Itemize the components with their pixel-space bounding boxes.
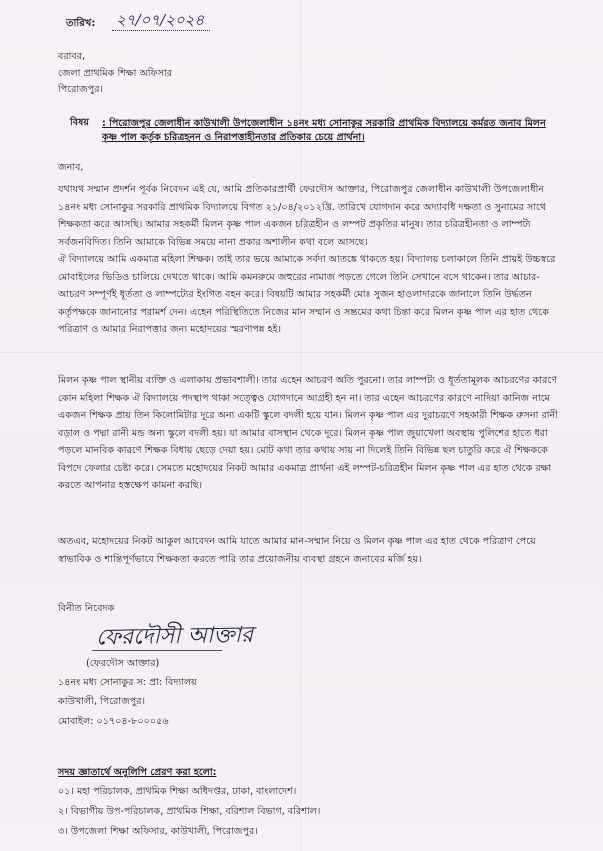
cc-title: সদয় জ্ঞাতার্থে অনুলিপি প্রেরণ করা হলো: (58, 767, 217, 778)
handwritten-signature: ফেরদৌসী আক্তার (95, 622, 254, 651)
body-paragraph-2: ঐ বিদ্যালয়ে আমি একমাত্র মহিলা শিক্ষক। তাই তার ভয়ে আমাকে সর্বদা আতঙ্কে থাকতে হয়। বিদ্যালয় চলাকালে তিনি প্রায়ই উচ্চস্বরে মোবাইলের ভিডিও চালিয়ে দেখতে থাকে। আমি কমনরুমে জহুরের নামাজ পড়তে গেলে তিনি সেখানে বসে থাকেন। তার আচার-আচরণ সম্পূর্ণই ধূর্ততা ও লাম্পট্যের ইংগিত বহন করে। বিষয়টি আমার সহকর্মী মোঃ সুজন হাওলাদারকে জানালে তিনি উর্দ্ধতন কর্তৃপক্ষকে জানানোর পরামর্শ দেন। এহেন পরিস্থিতিতে নিজের মান সম্মান ও সম্ভ্রমের কথা চিন্তা করে মিলন কৃষ্ণ পাল এর হাত থেকে পরিত্রাণ ও আমার নিরাপত্তার জন্য মহোদয়ের স্মরণাপন্ন হই। (58, 254, 556, 335)
body-paragraph-1: যথাযথ সম্মান প্রদর্শন পূর্বক নিবেদন এই যে, আমি প্রতিকারপ্রার্থী ফেরদৌস আক্তার, পিরোজপুর জেলাধীন কাউখালী উপজেলাধীন ১৪নং মধ্য সোনাকুর সরকারি প্রাথমিক বিদ্যালয়ে বিগত ২১/০৪/২০১২খ্রি. তারিখে যোগদান করে অদ্যাবধি দক্ষতা ও সুনামের সাথে শিক্ষকতা করে আসছি। আমার সহকর্মী মিলন কৃষ্ণ পাল একজন চরিত্রহীন ও লম্পট প্রকৃতির মানুষ। তার চরিত্রহীনতা ও লাম্পট্য সর্বজনবিদিত। তিনি আমাকে বিভিন্ন সময়ে নানা প্রকার অশালীন কথা বলে আসছে। (58, 184, 547, 248)
cc-item: ২। বিভাগীয় উপ-পরিচালক, প্রাথমিক শিক্ষা, বরিশাল বিভাগ, বরিশাল। (58, 806, 321, 817)
subject-label: বিষয় (70, 117, 90, 128)
cc-item: ০১। মহা পরিচালক, প্রাথমিক শিক্ষা অধিদপ্তর, ঢাকা, বাংলাদেশ। (58, 786, 297, 797)
signatory-name: (ফেরদৌস আক্তার) (86, 658, 160, 669)
signatory-address: কাউখালী, পিরোজপুর। (58, 696, 146, 707)
subject-text: : পিরোজপুর জেলাধীন কাউখালী উপজেলাধীন ১৪নং মধ্য সোনাকুর সরকারি প্রাথমিক বিদ্যালয়ে কর্মরত জনাব মিলন কৃষ্ণ পাল কর্তৃক চরিত্রহনন ও নিরাপত্তাহীনতার প্রতিকার চেয়ে প্রার্থনা। (102, 118, 546, 143)
paper-fold-line (0, 352, 603, 353)
salutation: জনাব, (58, 162, 84, 173)
date-label: তারিখ: (66, 18, 96, 29)
date-value: ২৭/০৭/২০২৪ (112, 11, 210, 31)
body-paragraph-4: অতএব, মহোদয়ের নিকট আকুল আবেদন আমি যাতে আমার মান-সম্মান নিয়ে ও মিলন কৃষ্ণ পাল এর হাত থেকে পরিত্রাণ পেয়ে স্বাভাবিক ও শান্তিপূর্ণভাবে শিক্ষকতা করতে পারি তার প্রয়োজনীয় ব্যবস্থা গ্রহনে জনাবের মর্জি হয়। (58, 536, 536, 565)
recipient-to: বরাবর, (58, 51, 86, 62)
recipient-designation: জেলা প্রাথমিক শিক্ষা অফিসার (58, 68, 172, 79)
signatory-mobile: মোবাইল: ০১৭০৪-৮০০০৫৬ (58, 716, 169, 727)
signature-underline (92, 650, 222, 651)
cc-item: ৩। উপজেলা শিক্ষা অফিসার, কাউখালী, পিরোজপুর। (58, 826, 258, 837)
closing: বিনীত নিবেদক (58, 603, 115, 614)
signatory-school: ১৪নং মধ্য সোনাকুর স: প্রা: বিদ্যালয় (58, 677, 197, 688)
body-paragraph-3: মিলন কৃষ্ণ পাল স্থানীয় ব্যক্তি ও এলাকায় প্রভাবশালী। তার এহেন আচরণ অতি পুরনো। তার লাম্পট্য ও ধূর্ততামূলক আচরণের কারণে কোন মহিলা শিক্ষক ঐ বিদ্যালয়ে পদস্থাপ থাকা সত্ত্বেও যোগদানে আগ্রহী হন না। তার এহেন আচরণের কারণে নাদিয়া কানিজ নামে একজন শিক্ষক প্রায় তিন কিলোমিটার দূরে অন্য একটি স্কুলে বদলী হয়ে যান। মিলন কৃষ্ণ পাল এর দুরাচরণে সহকারী শিক্ষক রুসনা রানী বড়াল ও পদ্মা রানী মন্ড অন্য স্কুলে বদলী হয়। যা আমার বাসস্থান থেকে দূরে। মিলন কৃষ্ণ পাল জুয়াখেলা অবস্থায় পুলিশের হাতে ধরা পড়লে মানবিক কারণে শিক্ষক বিধায় ছেড়ে দেয়া হয়। মোট কথা তার কথায় সায় না দিলেই তিনি বিভিন্ন ছল চাতুরি করে ঐ শিক্ষককে বিপদে ফেলার চেষ্টা করে। সেমতে মহোদয়ের নিকট আমার একমাত্র প্রার্থনা এই লম্পট-চরিত্রহীন মিলন কৃষ্ণ পাল এর হাত থেকে রক্ষা করতে আপনার হস্তক্ষেপ কামনা করছি। (58, 375, 559, 491)
recipient-location: পিরোজপুর। (58, 84, 103, 95)
